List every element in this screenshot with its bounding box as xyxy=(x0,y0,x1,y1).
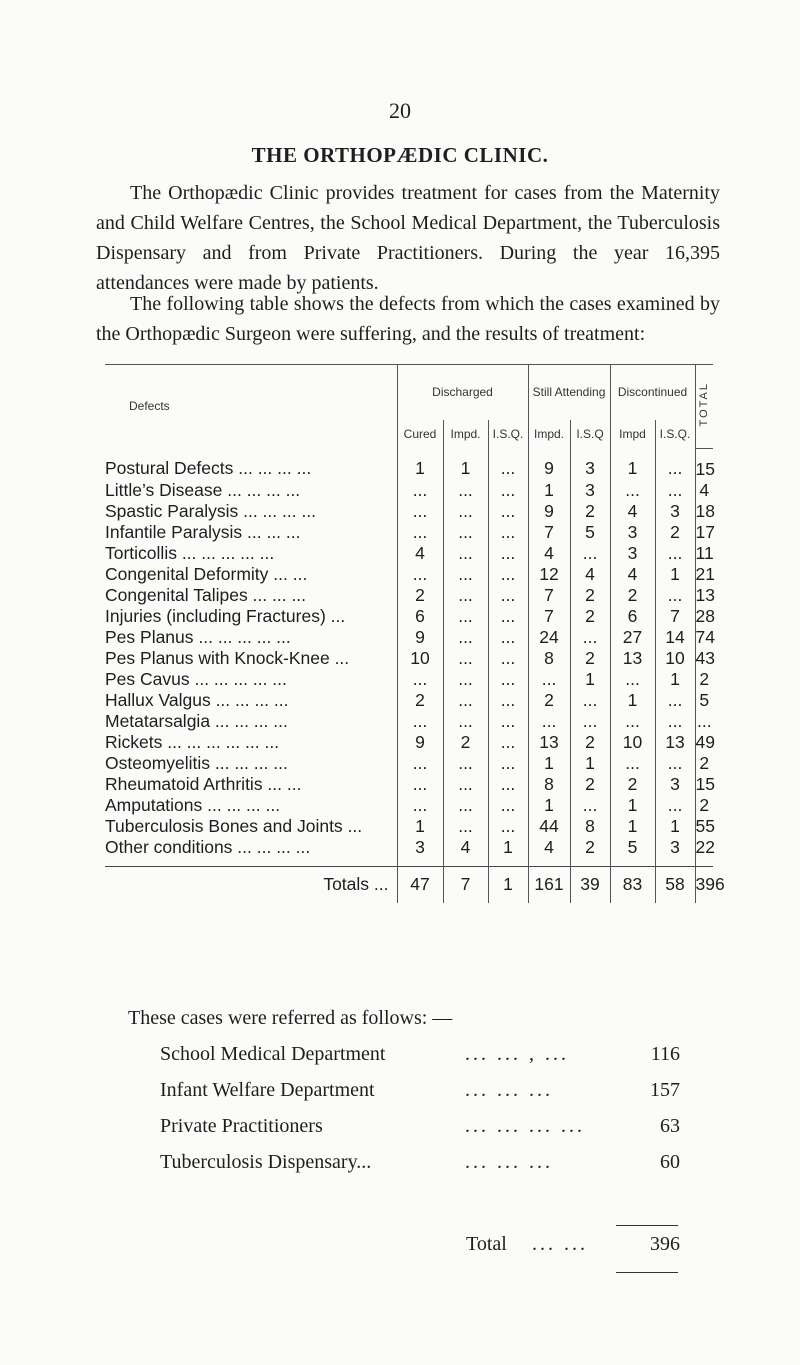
defect-name: Amputations ... ... ... ... xyxy=(105,794,281,815)
value-cell: 1 xyxy=(528,480,570,501)
value-cell: 24 xyxy=(528,627,570,648)
value-cell: 3 xyxy=(570,448,610,480)
value-cell: 4 xyxy=(610,564,655,585)
value-cell: 9 xyxy=(397,732,443,753)
value-cell: 8 xyxy=(528,774,570,795)
value-cell: 74 xyxy=(695,626,715,647)
subheader-cured: Cured xyxy=(397,420,443,448)
value-cell: ... xyxy=(610,711,655,732)
table-row xyxy=(105,522,713,543)
table-row xyxy=(105,543,713,564)
leader-dots: ... ... ... ... xyxy=(465,1115,585,1137)
value-cell: 1 xyxy=(443,448,488,480)
value-cell: 3 xyxy=(655,501,695,522)
value-cell: 49 xyxy=(695,731,715,752)
referral-count: 60 xyxy=(660,1151,680,1173)
table-row xyxy=(105,627,713,648)
value-cell: ... xyxy=(488,522,528,543)
table-body xyxy=(105,448,725,903)
value-cell: 5 xyxy=(610,837,655,867)
value-cell: ... xyxy=(443,543,488,564)
total-label: Total xyxy=(466,1233,507,1255)
value-cell: 5 xyxy=(570,522,610,543)
still-attending-header: Still Attending xyxy=(528,364,610,420)
defect-name: Tuberculosis Bones and Joints ... xyxy=(105,815,363,836)
value-cell: ... xyxy=(443,690,488,711)
value-cell: 1 xyxy=(397,448,443,480)
value-cell: 2 xyxy=(570,774,610,795)
value-cell: ... xyxy=(443,648,488,669)
value-cell: 21 xyxy=(695,563,715,584)
value-cell: ... xyxy=(397,795,443,816)
value-cell: ... xyxy=(488,543,528,564)
value-cell: ... xyxy=(655,480,695,501)
value-cell: ... xyxy=(443,711,488,732)
value-cell: 43 xyxy=(695,647,715,668)
value-cell: 7 xyxy=(528,522,570,543)
value-cell: ... xyxy=(397,711,443,732)
intro-paragraph: The Orthopædic Clinic provides treatment for cases from the Maternity and Child Welfare Centres, the School Medical Department, the Tuberculosis Dispensary and from Private Practitioners. During the year 16,395 attendances were made by patients. xyxy=(96,182,720,294)
defect-name: Injuries (including Fractures) ... xyxy=(105,605,346,626)
value-cell: 13 xyxy=(655,732,695,753)
subheader-isq: I.S.Q xyxy=(570,420,610,448)
value-cell: ... xyxy=(570,711,610,732)
table-intro-paragraph: The following table shows the defects from which the cases examined by the Orthopædic Surgeon were suffering, and the results of treatment: xyxy=(96,293,720,345)
value-cell: 8 xyxy=(570,816,610,837)
value-cell: 2 xyxy=(397,690,443,711)
value-cell: ... xyxy=(570,690,610,711)
value-cell: 3 xyxy=(655,774,695,795)
value-cell: ... xyxy=(488,606,528,627)
value-cell: 4 xyxy=(610,501,655,522)
value-cell: ... xyxy=(696,710,712,731)
referral-count: 63 xyxy=(660,1115,680,1137)
value-cell: ... xyxy=(443,795,488,816)
value-cell: 1 xyxy=(655,669,695,690)
page-number: 20 xyxy=(389,98,411,123)
value-cell: ... xyxy=(488,774,528,795)
value-cell: 1 xyxy=(488,837,528,867)
value-cell: ... xyxy=(488,648,528,669)
value-cell: 6 xyxy=(610,606,655,627)
defect-name: Postural Defects ... ... ... ... xyxy=(105,458,312,479)
value-cell: ... xyxy=(610,753,655,774)
discharged-header: Discharged xyxy=(397,364,528,420)
value-cell: ... xyxy=(397,669,443,690)
value-cell: 1 xyxy=(570,753,610,774)
value-cell: ... xyxy=(528,711,570,732)
value-cell: 13 xyxy=(610,648,655,669)
referral-count: 157 xyxy=(650,1079,680,1101)
value-cell: ... xyxy=(443,669,488,690)
totals-label: Totals ... xyxy=(105,866,397,903)
value-cell: 2 xyxy=(570,585,610,606)
subheader-impd: Impd. xyxy=(443,420,488,448)
total-cell: 83 xyxy=(610,866,655,903)
value-cell: 6 xyxy=(397,606,443,627)
table-row xyxy=(105,774,713,795)
defect-name: Pes Cavus ... ... ... ... ... xyxy=(105,668,287,689)
value-cell: ... xyxy=(488,627,528,648)
discontinued-header: Discontinued xyxy=(610,364,695,420)
leader-dots: ... ... ... xyxy=(465,1151,553,1173)
defect-name: Spastic Paralysis ... ... ... ... xyxy=(105,500,317,521)
value-cell: 4 xyxy=(528,543,570,564)
value-cell: 1 xyxy=(610,690,655,711)
value-cell: 18 xyxy=(695,500,715,521)
value-cell: ... xyxy=(570,543,610,564)
table-row xyxy=(105,606,713,627)
table-row xyxy=(105,585,713,606)
value-cell: 10 xyxy=(397,648,443,669)
defect-name: Pes Planus with Knock-Knee ... xyxy=(105,647,350,668)
value-cell: ... xyxy=(655,543,695,564)
value-cell: 7 xyxy=(528,585,570,606)
value-cell: 2 xyxy=(397,585,443,606)
value-cell: 13 xyxy=(695,584,715,605)
value-cell: 13 xyxy=(528,732,570,753)
value-cell: 7 xyxy=(528,606,570,627)
referrals-intro: These cases were referred as follows: — xyxy=(128,1007,453,1029)
sum-rule xyxy=(616,1225,678,1226)
value-cell: ... xyxy=(570,795,610,816)
value-cell: ... xyxy=(570,627,610,648)
table-row xyxy=(105,753,713,774)
referral-source: Private Practitioners xyxy=(160,1115,323,1137)
value-cell: 15 xyxy=(695,773,715,794)
total-cell: 39 xyxy=(570,866,610,903)
value-cell: 4 xyxy=(695,480,713,501)
value-cell: ... xyxy=(443,627,488,648)
table-row xyxy=(105,816,713,837)
value-cell: 14 xyxy=(655,627,695,648)
value-cell: ... xyxy=(443,480,488,501)
value-cell: 27 xyxy=(610,627,655,648)
value-cell: 3 xyxy=(570,480,610,501)
value-cell: 12 xyxy=(528,564,570,585)
defect-name: Infantile Paralysis ... ... ... xyxy=(105,521,301,542)
value-cell: 15 xyxy=(695,448,713,480)
leader-dots: ... ... , ... xyxy=(465,1043,569,1065)
sum-rule-bottom xyxy=(616,1272,678,1273)
total-cell: 396 xyxy=(695,866,713,903)
value-cell: 2 xyxy=(570,732,610,753)
value-cell: 7 xyxy=(655,606,695,627)
value-cell: 2 xyxy=(695,669,713,690)
value-cell: 8 xyxy=(528,648,570,669)
table-row xyxy=(105,795,713,816)
value-cell: 3 xyxy=(610,522,655,543)
subheader-isq: I.S.Q. xyxy=(655,420,695,448)
value-cell: 1 xyxy=(610,448,655,480)
table-row xyxy=(105,648,713,669)
subheader-impd: Impd xyxy=(610,420,655,448)
value-cell: 1 xyxy=(610,795,655,816)
value-cell: 1 xyxy=(397,816,443,837)
value-cell: 3 xyxy=(655,837,695,867)
value-cell: 2 xyxy=(570,648,610,669)
value-cell: 1 xyxy=(655,816,695,837)
referral-source: Infant Welfare Department xyxy=(160,1079,375,1101)
subheader-impd: Impd. xyxy=(528,420,570,448)
value-cell: 2 xyxy=(528,690,570,711)
value-cell: 28 xyxy=(695,605,715,626)
value-cell: ... xyxy=(488,690,528,711)
value-cell: 2 xyxy=(570,606,610,627)
value-cell: 2 xyxy=(610,585,655,606)
value-cell: 10 xyxy=(655,648,695,669)
value-cell: 3 xyxy=(397,837,443,867)
defects-header: Defects xyxy=(129,399,170,413)
value-cell: ... xyxy=(488,753,528,774)
value-cell: ... xyxy=(488,564,528,585)
value-cell: ... xyxy=(488,480,528,501)
value-cell: ... xyxy=(397,480,443,501)
total-cell: 161 xyxy=(528,866,570,903)
defects-table xyxy=(105,364,725,903)
value-cell: 1 xyxy=(528,753,570,774)
defect-name: Hallux Valgus ... ... ... ... xyxy=(105,689,289,710)
defect-name: Pes Planus ... ... ... ... ... xyxy=(105,626,291,647)
defect-name: Little’s Disease ... ... ... ... xyxy=(105,479,301,500)
value-cell: 22 xyxy=(695,837,713,867)
table-row xyxy=(105,564,713,585)
value-cell: 44 xyxy=(528,816,570,837)
leader-dots: ... ... ... xyxy=(465,1079,553,1101)
value-cell: 2 xyxy=(570,501,610,522)
value-cell: 2 xyxy=(695,753,713,774)
value-cell: ... xyxy=(488,501,528,522)
value-cell: 11 xyxy=(695,542,714,563)
value-cell: ... xyxy=(488,711,528,732)
value-cell: ... xyxy=(488,585,528,606)
value-cell: ... xyxy=(655,753,695,774)
value-cell: 3 xyxy=(610,543,655,564)
value-cell: 1 xyxy=(570,669,610,690)
value-cell: 2 xyxy=(655,522,695,543)
value-cell: ... xyxy=(443,564,488,585)
referral-source: School Medical Department xyxy=(160,1043,386,1065)
value-cell: 2 xyxy=(570,837,610,867)
total-cell: 47 xyxy=(397,866,443,903)
value-cell: 2 xyxy=(695,795,713,816)
value-cell: 5 xyxy=(695,690,713,711)
defect-name: Metatarsalgia ... ... ... ... xyxy=(105,710,288,731)
value-cell: ... xyxy=(443,522,488,543)
defect-name: Rheumatoid Arthritis ... ... xyxy=(105,773,302,794)
value-cell: 9 xyxy=(397,627,443,648)
table-row xyxy=(105,480,713,501)
table-row xyxy=(105,669,713,690)
value-cell: 9 xyxy=(528,448,570,480)
total-cell: 58 xyxy=(655,866,695,903)
value-cell: ... xyxy=(397,501,443,522)
total-value: 396 xyxy=(650,1233,680,1255)
value-cell: 4 xyxy=(570,564,610,585)
total-cell: 7 xyxy=(443,866,488,903)
total-header: TOTAL xyxy=(695,364,713,448)
value-cell: ... xyxy=(655,585,695,606)
table-row xyxy=(105,501,713,522)
value-cell: 55 xyxy=(695,815,715,836)
value-cell: ... xyxy=(443,774,488,795)
value-cell: 4 xyxy=(397,543,443,564)
value-cell: 4 xyxy=(528,837,570,867)
referral-count: 116 xyxy=(650,1043,680,1065)
value-cell: 1 xyxy=(610,816,655,837)
value-cell: ... xyxy=(488,732,528,753)
value-cell: ... xyxy=(655,711,695,732)
page-heading: THE ORTHOPÆDIC CLINIC. xyxy=(251,143,549,167)
value-cell: ... xyxy=(488,448,528,480)
value-cell: ... xyxy=(443,606,488,627)
subheader-isq: I.S.Q. xyxy=(488,420,528,448)
value-cell: 1 xyxy=(655,564,695,585)
value-cell: ... xyxy=(528,669,570,690)
value-cell: 4 xyxy=(443,837,488,867)
value-cell: ... xyxy=(443,753,488,774)
referral-source: Tuberculosis Dispensary... xyxy=(160,1151,372,1173)
value-cell: 9 xyxy=(528,501,570,522)
value-cell: ... xyxy=(610,669,655,690)
value-cell: ... xyxy=(655,448,695,480)
value-cell: 2 xyxy=(443,732,488,753)
value-cell: 17 xyxy=(695,521,715,542)
table-row xyxy=(105,732,713,753)
value-cell: ... xyxy=(488,795,528,816)
value-cell: ... xyxy=(488,669,528,690)
value-cell: ... xyxy=(397,564,443,585)
value-cell: ... xyxy=(488,816,528,837)
value-cell: ... xyxy=(397,774,443,795)
value-cell: ... xyxy=(397,753,443,774)
value-cell: 1 xyxy=(528,795,570,816)
value-cell: ... xyxy=(443,816,488,837)
defect-name: Torticollis ... ... ... ... ... xyxy=(105,542,275,563)
value-cell: 2 xyxy=(610,774,655,795)
defect-name: Osteomyelitis ... ... ... ... xyxy=(105,752,288,773)
totals-row xyxy=(105,866,713,903)
total-dots: ... ... xyxy=(532,1233,588,1255)
total-cell: 1 xyxy=(488,866,528,903)
value-cell: ... xyxy=(610,480,655,501)
value-cell: ... xyxy=(443,501,488,522)
value-cell: ... xyxy=(443,585,488,606)
table-row xyxy=(105,690,713,711)
defect-name: Congenital Deformity ... ... xyxy=(105,563,308,584)
defect-name: Congenital Talipes ... ... ... xyxy=(105,584,307,605)
value-cell: 10 xyxy=(610,732,655,753)
defect-name: Rickets ... ... ... ... ... ... xyxy=(105,731,280,752)
defect-name: Other conditions ... ... ... ... xyxy=(105,836,311,857)
table-row xyxy=(105,837,713,867)
value-cell: ... xyxy=(655,795,695,816)
value-cell: ... xyxy=(397,522,443,543)
table-row xyxy=(105,711,713,732)
table-row xyxy=(105,448,713,480)
value-cell: ... xyxy=(655,690,695,711)
